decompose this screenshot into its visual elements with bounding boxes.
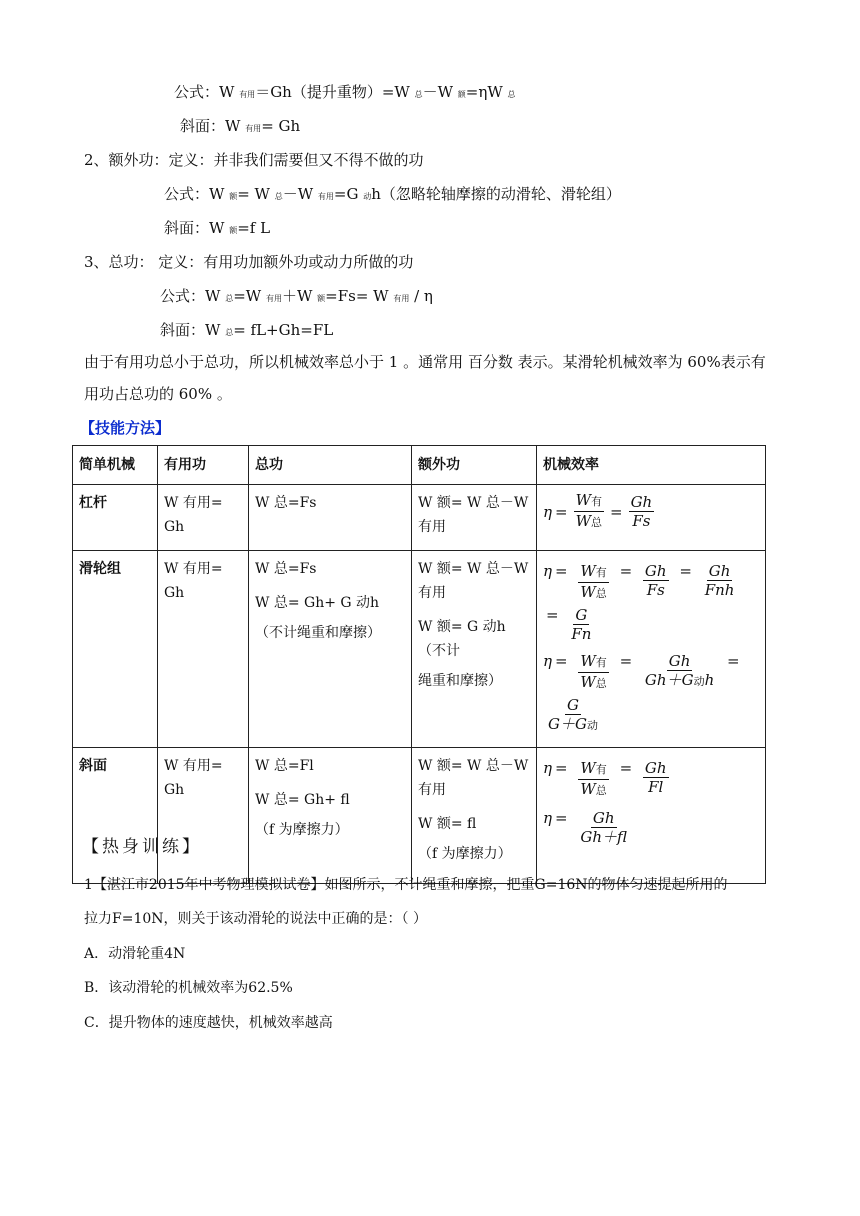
extra-work-formula: 公式：W 额= W 总－W 有用=G 动h（忽略轮轴摩擦的动滑轮、滑轮组）: [164, 185, 621, 203]
option-a: A．动滑轮重4N: [84, 946, 186, 962]
incline-extra: W 额= W 总－W 有用 W 额= fl （f 为摩擦力）: [412, 748, 537, 884]
lever-name: 杠杆: [73, 485, 158, 551]
total-work-title: 3、总功： 定义：有用功加额外功或动力所做的功: [84, 253, 414, 271]
incline-name: 斜面: [73, 748, 158, 884]
lever-total: W 总=Fs: [249, 485, 412, 551]
question-line-2: 拉力F=10N，则关于该动滑轮的说法中正确的是：（ ）: [84, 911, 427, 927]
question-line-1: 1【湛江市2015年中考物理模拟试卷】如图所示，不计绳重和摩擦，把重G=16N的物体匀速提起所用的: [84, 877, 728, 893]
lever-efficiency: [537, 485, 766, 551]
header-machine: 简单机械: [73, 446, 158, 485]
total-work-incline: 斜面：W 总= fL+Gh=FL: [160, 321, 334, 339]
pulley-efficiency: [537, 551, 766, 748]
extra-work-incline: 斜面：W 额=f L: [164, 219, 271, 237]
efficiency-paragraph: 由于有用功总小于总功，所以机械效率总小于 1 。通常用 百分数 表示。某滑轮机械效率为 60%表示有用功占总功的 60% 。: [84, 353, 766, 403]
pulley-efficiency-formula-1: η = $\frac{\text{W有}}{\text{W总}}$ = $\frac{Gh}{Fs}$ = $\frac{Gh}{\text{Fnh}}$ = $\frac{G}{Fn}$: [543, 562, 735, 643]
header-total: 总功: [249, 446, 412, 485]
header-extra: 额外功: [412, 446, 537, 485]
warmup-heading: 【热身训练】: [82, 837, 202, 857]
incline-useful: W 有用= Gh: [158, 748, 249, 884]
pulley-extra: W 额= W 总－W 有用 W 额= G 动h（不计 绳重和摩擦）: [412, 551, 537, 748]
lever-extra: W 额= W 总－W 有用: [412, 485, 537, 551]
table-header-row: [73, 446, 766, 485]
incline-total: W 总=Fl W 总= Gh+ fl （f 为摩擦力）: [249, 748, 412, 884]
useful-work-incline: 斜面：W 有用= Gh: [180, 117, 301, 135]
table-row-lever: [73, 485, 766, 551]
pulley-useful: W 有用= Gh: [158, 551, 249, 748]
pulley-efficiency-formula-2: η = $\frac{\text{W有}}{\text{W总}}$ = $\frac{Gh}{\text{Gh＋G动h}}$ = $\frac{G}{\text{G＋G动}}$: [543, 652, 740, 733]
skills-heading: 【技能方法】: [80, 419, 171, 437]
incline-efficiency-formula-1: η = $\frac{\text{W有}}{\text{W总}}$ = $\frac{Gh}{Fl}$: [543, 759, 667, 798]
lever-efficiency-formula: η = $\frac{\text{W有}}{\text{W总}}$ = $\frac{Gh}{Fs}$: [543, 491, 653, 530]
table-row-incline: [73, 748, 766, 884]
pulley-total: W 总=Fs W 总= Gh+ G 动h （不计绳重和摩擦）: [249, 551, 412, 748]
incline-efficiency: [537, 748, 766, 884]
pulley-name: 滑轮组: [73, 551, 158, 748]
total-work-formula: 公式：W 总=W 有用＋W 额=Fs= W 有用 / η: [160, 287, 433, 305]
option-b: B．该动滑轮的机械效率为62.5%: [84, 980, 293, 996]
header-efficiency: 机械效率: [537, 446, 766, 485]
extra-work-title: 2、额外功：定义：并非我们需要但又不得不做的功: [84, 151, 424, 169]
lever-useful: W 有用= Gh: [158, 485, 249, 551]
option-c: C．提升物体的速度越快，机械效率越高: [84, 1015, 333, 1031]
table-row-pulley: [73, 551, 766, 748]
useful-work-formula: 公式：W 有用＝Gh（提升重物）=W 总－W 额=ηW 总: [174, 83, 516, 101]
incline-efficiency-formula-2: η = $\frac{Gh}{Gh+fl}$: [543, 809, 628, 846]
skills-table: [72, 445, 766, 884]
header-useful: 有用功: [158, 446, 249, 485]
